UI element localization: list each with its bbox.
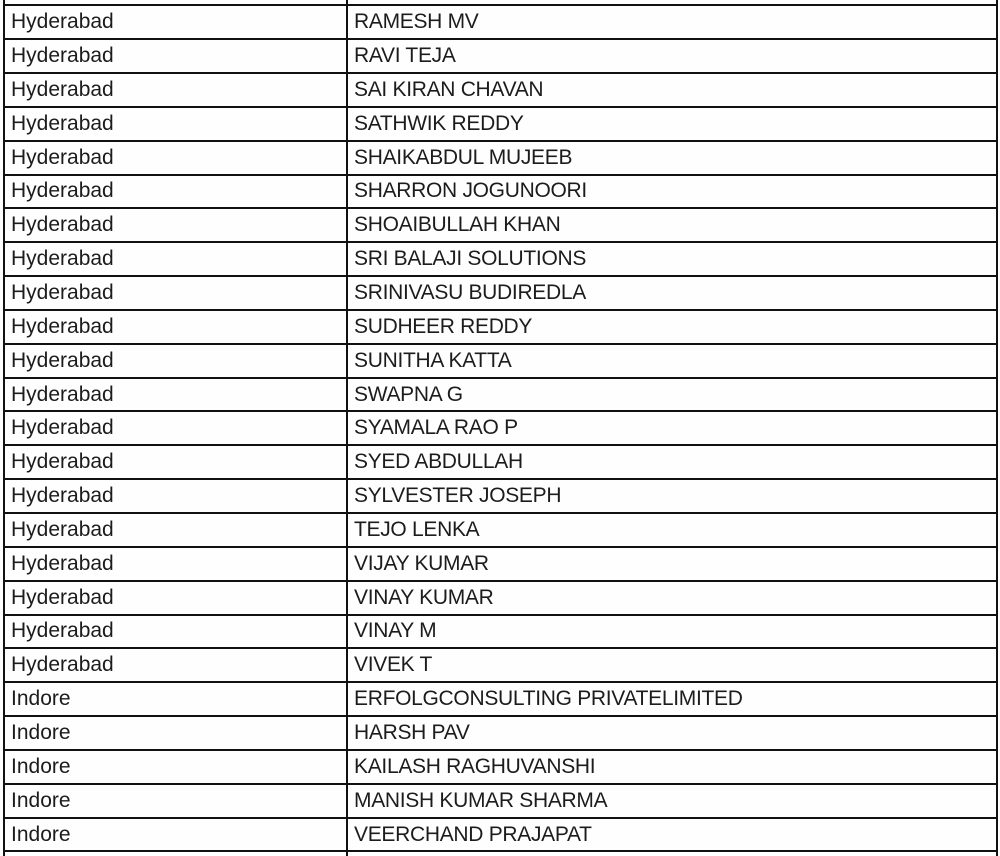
name-cell[interactable]: VINAY KUMAR — [347, 581, 997, 615]
city-cell[interactable]: Hyderabad — [4, 479, 347, 513]
table-body — [4, 0, 997, 856]
city-cell[interactable]: Hyderabad — [4, 107, 347, 141]
city-cell[interactable]: Hyderabad — [4, 208, 347, 242]
name-cell[interactable]: SHOAIBULLAH KHAN — [347, 208, 997, 242]
name-cell[interactable]: SYED ABDULLAH — [347, 445, 997, 479]
name-cell[interactable]: MANISH KUMAR SHARMA — [347, 784, 997, 818]
name-cell[interactable]: SRINIVASU BUDIREDLA — [347, 276, 997, 310]
table-row — [4, 378, 997, 412]
table-row — [4, 818, 997, 852]
city-cell[interactable]: Hyderabad — [4, 547, 347, 581]
city-cell[interactable]: Indore — [4, 682, 347, 716]
city-cell[interactable] — [4, 851, 347, 856]
table-row — [4, 784, 997, 818]
table-row — [4, 310, 997, 344]
city-cell[interactable]: Hyderabad — [4, 242, 347, 276]
name-cell[interactable]: SYAMALA RAO P — [347, 411, 997, 445]
table-row — [4, 39, 997, 73]
city-cell[interactable]: Hyderabad — [4, 445, 347, 479]
city-cell[interactable]: Hyderabad — [4, 310, 347, 344]
table-row — [4, 750, 997, 784]
table-row — [4, 411, 997, 445]
name-cell[interactable]: RAVI TEJA — [347, 39, 997, 73]
city-cell[interactable]: Hyderabad — [4, 276, 347, 310]
name-cell[interactable]: RAMESH MV — [347, 5, 997, 39]
city-cell[interactable]: Hyderabad — [4, 648, 347, 682]
table-row — [4, 479, 997, 513]
city-cell[interactable]: Hyderabad — [4, 513, 347, 547]
city-cell[interactable]: Hyderabad — [4, 175, 347, 209]
name-cell[interactable]: VIVEK T — [347, 648, 997, 682]
city-cell[interactable]: Hyderabad — [4, 344, 347, 378]
name-cell[interactable]: SWAPNA G — [347, 378, 997, 412]
name-cell[interactable]: SAI KIRAN CHAVAN — [347, 73, 997, 107]
table-row — [4, 445, 997, 479]
table-row — [4, 73, 997, 107]
city-cell[interactable]: Hyderabad — [4, 378, 347, 412]
table-row — [4, 344, 997, 378]
table-row — [4, 141, 997, 175]
table-row — [4, 682, 997, 716]
name-cell[interactable]: VINAY M — [347, 615, 997, 649]
table-row — [4, 276, 997, 310]
city-cell[interactable]: Indore — [4, 818, 347, 852]
partial-row-bottom — [4, 851, 997, 856]
table-row — [4, 716, 997, 750]
name-cell[interactable]: SHAIKABDUL MUJEEB — [347, 141, 997, 175]
name-cell[interactable]: TEJO LENKA — [347, 513, 997, 547]
name-cell[interactable]: VEERCHAND PRAJAPAT — [347, 818, 997, 852]
city-cell[interactable]: Hyderabad — [4, 581, 347, 615]
table-row — [4, 242, 997, 276]
data-table — [3, 0, 998, 856]
name-cell[interactable]: SATHWIK REDDY — [347, 107, 997, 141]
table-row — [4, 208, 997, 242]
name-cell[interactable]: SRI BALAJI SOLUTIONS — [347, 242, 997, 276]
table-row — [4, 175, 997, 209]
city-cell[interactable]: Indore — [4, 750, 347, 784]
table-row — [4, 615, 997, 649]
city-cell[interactable]: Hyderabad — [4, 39, 347, 73]
table-row — [4, 547, 997, 581]
table-row — [4, 5, 997, 39]
city-cell[interactable]: Indore — [4, 784, 347, 818]
name-cell[interactable] — [347, 851, 997, 856]
name-cell[interactable]: KAILASH RAGHUVANSHI — [347, 750, 997, 784]
city-cell[interactable]: Hyderabad — [4, 411, 347, 445]
name-cell[interactable]: SYLVESTER JOSEPH — [347, 479, 997, 513]
table-row — [4, 513, 997, 547]
city-cell[interactable]: Hyderabad — [4, 73, 347, 107]
city-cell[interactable]: Hyderabad — [4, 5, 347, 39]
city-cell[interactable]: Hyderabad — [4, 615, 347, 649]
name-cell[interactable]: SUDHEER REDDY — [347, 310, 997, 344]
table-row — [4, 107, 997, 141]
name-cell[interactable]: SHARRON JOGUNOORI — [347, 175, 997, 209]
name-cell[interactable]: SUNITHA KATTA — [347, 344, 997, 378]
city-cell[interactable]: Indore — [4, 716, 347, 750]
name-cell[interactable]: HARSH PAV — [347, 716, 997, 750]
table-row — [4, 581, 997, 615]
name-cell[interactable]: ERFOLGCONSULTING PRIVATELIMITED — [347, 682, 997, 716]
table-row — [4, 648, 997, 682]
city-cell[interactable]: Hyderabad — [4, 141, 347, 175]
name-cell[interactable]: VIJAY KUMAR — [347, 547, 997, 581]
